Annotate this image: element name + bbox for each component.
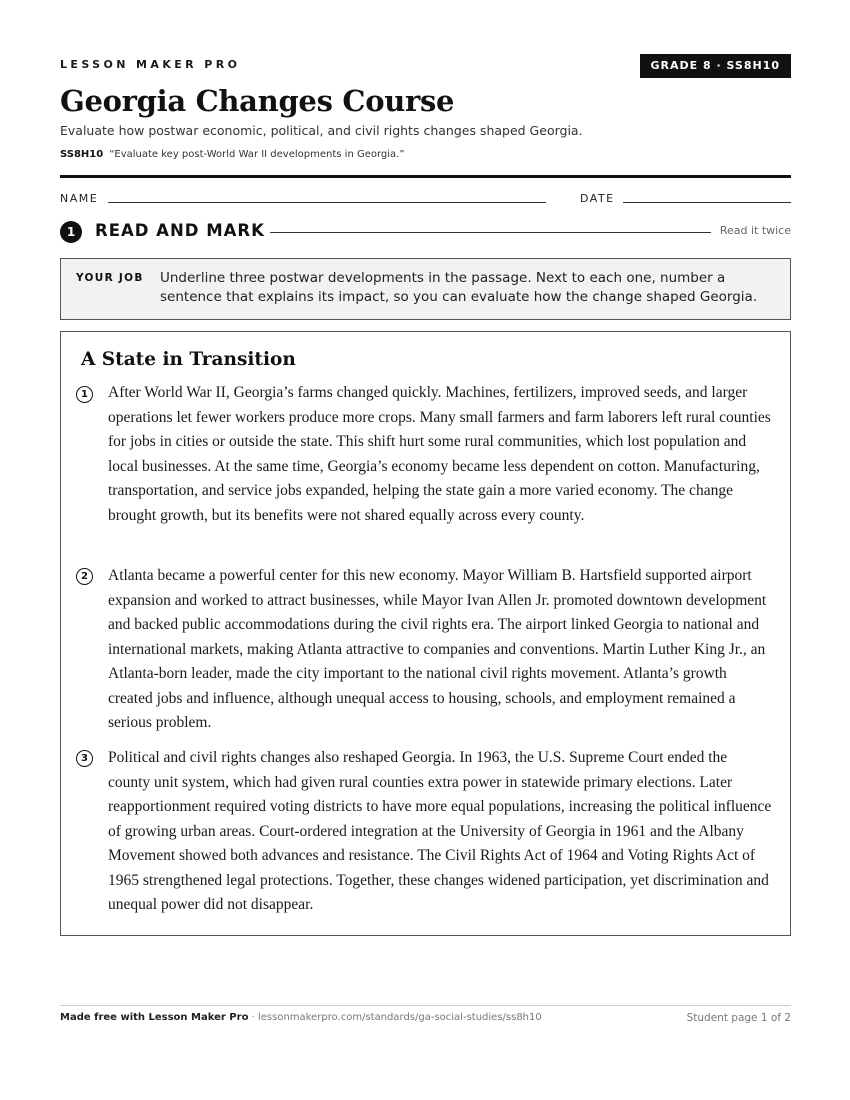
footer-url: · lessonmakerpro.com/standards/ga-social-studies/ss8h10 bbox=[248, 1012, 542, 1023]
section-header bbox=[60, 220, 791, 244]
header-divider bbox=[60, 175, 791, 178]
footer-page-number: Student page 1 of 2 bbox=[686, 1012, 791, 1024]
footer-made-with: Made free with Lesson Maker Pro bbox=[60, 1012, 249, 1023]
page-subtitle: Evaluate how postwar economic, political, and civil rights changes shaped Georgia. bbox=[60, 123, 583, 138]
footer-divider bbox=[60, 1005, 791, 1006]
name-date-row bbox=[60, 192, 791, 206]
paragraph-1: After World War II, Georgia’s farms changed quickly. Machines, fertilizers, improved seeds, and larger operations let fewer workers produce more crops. Many small farmers and farm laborers left rural counties for jobs in cities or outside the state. This shift hurt some rural communities, which lost population and local businesses. At the same time, Georgia’s economy became less dependent on cotton. Manufacturing, transportation, and service jobs expanded, helping the state gain a more varied economy. The change brought growth, but its benefits were not shared equally across every county. bbox=[108, 384, 771, 524]
instruction-text: Underline three postwar developments in the passage. Next to each one, number a sentence that explains its impact, so you can evaluate how the change shaped Georgia. bbox=[160, 270, 758, 305]
passage-title: A State in Transition bbox=[81, 349, 296, 370]
footer-credit bbox=[60, 1012, 542, 1023]
instruction-label: YOUR JOB bbox=[76, 272, 144, 284]
paragraph-3: Political and civil rights changes also reshaped Georgia. In 1963, the U.S. Supreme Court ended the county unit system, which had given rural counties extra power in statewide primary elections. Later reapportionment required voting districts to have more equal populations, increasing the political influence of growing urban areas. Court-ordered integration at the University of Georgia in 1961 and the Albany Movement showed both advances and resistance. The Civil Rights Act of 1964 and Voting Rights Act of 1965 strengthened legal protections. Together, these changes widened participation, yet discrimination and unequal power did not disappear. bbox=[108, 749, 772, 913]
paragraph-number-1: 1 bbox=[76, 386, 93, 403]
section-rule bbox=[270, 232, 711, 233]
section-heading: READ AND MARK bbox=[95, 221, 265, 240]
paragraph-2: Atlanta became a powerful center for this new economy. Mayor William B. Hartsfield supported airport expansion and worked to attract businesses, while Mayor Ivan Allen Jr. promoted downtown development and backed public accommodations during the civil rights era. The airport linked Georgia to national and international markets, making Atlanta attractive to companies and conventions. Martin Luther King Jr., an Atlanta-born leader, made the city important to the national civil rights movement. Atlanta’s growth created jobs and influence, although unequal access to housing, schools, and employment remained a serious problem. bbox=[108, 567, 767, 731]
date-label: DATE bbox=[580, 192, 615, 205]
standard-text: “Evaluate key post-World War II developments in Georgia.” bbox=[109, 149, 405, 160]
page-title: Georgia Changes Course bbox=[60, 84, 455, 118]
reading-passage bbox=[60, 331, 791, 936]
worksheet-page bbox=[60, 0, 791, 1100]
grade-badge: GRADE 8 · SS8H10 bbox=[640, 54, 792, 78]
section-note: Read it twice bbox=[719, 224, 791, 237]
paragraph-number-3: 3 bbox=[76, 750, 93, 767]
section-number-badge: 1 bbox=[60, 221, 82, 243]
brand-name: LESSON MAKER PRO bbox=[60, 58, 241, 71]
standard-code: SS8H10 bbox=[60, 149, 104, 160]
instruction-box bbox=[60, 258, 791, 320]
paragraph-number-2: 2 bbox=[76, 568, 93, 585]
standard-line bbox=[60, 149, 405, 160]
date-field[interactable] bbox=[623, 202, 791, 203]
name-label: NAME bbox=[60, 192, 99, 205]
name-field[interactable] bbox=[108, 202, 546, 203]
